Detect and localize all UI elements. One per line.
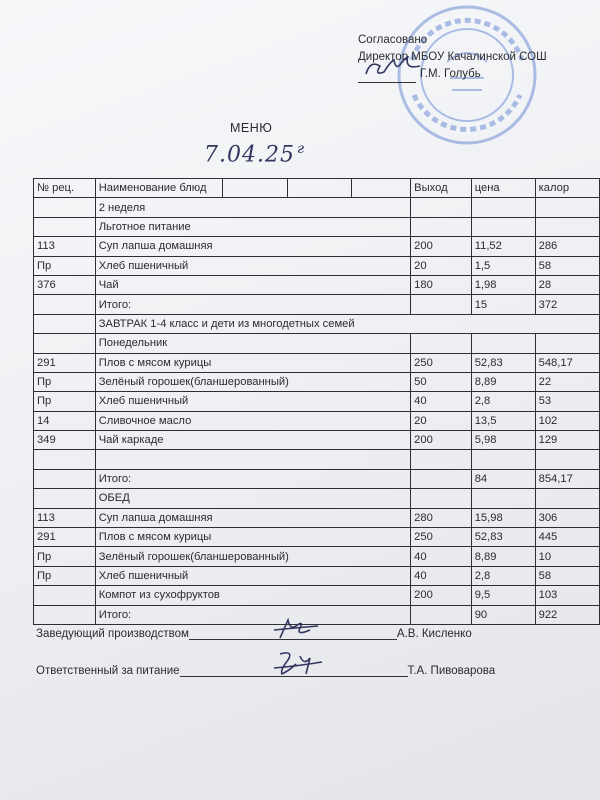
calories-cell: 58 (535, 256, 599, 275)
recipe-number-cell (34, 605, 96, 624)
table-row (34, 295, 600, 314)
calories-cell (535, 334, 599, 353)
table-row (34, 411, 600, 430)
recipe-number-cell: 113 (34, 508, 96, 527)
table-row (34, 586, 600, 605)
table-row (34, 528, 600, 547)
dish-name-cell: Хлеб пшеничный (95, 392, 410, 411)
portion-cell (411, 469, 472, 488)
calories-cell: 129 (535, 431, 599, 450)
price-cell: 15 (471, 295, 535, 314)
dish-name-cell: Зелёный горошек(бланшерованный) (95, 372, 410, 391)
table-row (34, 256, 600, 275)
director-name: Г.М. Голубь (420, 68, 481, 80)
recipe-number-cell: 376 (34, 275, 96, 294)
price-cell (471, 334, 535, 353)
portion-cell (411, 217, 472, 236)
recipe-number-cell: 349 (34, 431, 96, 450)
price-cell (471, 217, 535, 236)
dish-name-cell: Компот из сухофруктов (95, 586, 410, 605)
recipe-number-cell (34, 295, 96, 314)
calories-cell: 922 (535, 605, 599, 624)
approval-position: Директор МБОУ Качалинской СОШ (358, 51, 547, 63)
recipe-number-cell (34, 334, 96, 353)
price-cell: 2,8 (471, 566, 535, 585)
calories-cell: 102 (535, 411, 599, 430)
approval-heading: Согласовано (358, 34, 428, 46)
recipe-number-cell (34, 450, 96, 469)
dish-name-cell: Итого: (95, 605, 410, 624)
price-cell (471, 489, 535, 508)
calories-cell: 28 (535, 275, 599, 294)
recipe-number-cell: Пр (34, 392, 96, 411)
header-cell: калор (535, 179, 599, 198)
calories-cell: 372 (535, 295, 599, 314)
portion-cell: 180 (411, 275, 472, 294)
calories-cell (535, 198, 599, 217)
dish-name-cell: Суп лапша домашняя (95, 237, 410, 256)
manager-name: А.В. Кисленко (396, 628, 472, 640)
price-cell: 2,8 (471, 392, 535, 411)
dish-name-cell: Суп лапша домашняя (95, 508, 410, 527)
portion-cell (411, 198, 472, 217)
manager-signature-line (36, 627, 472, 640)
portion-cell (411, 605, 472, 624)
table-row (34, 489, 600, 508)
calories-cell: 854,17 (535, 469, 599, 488)
portion-cell: 280 (411, 508, 472, 527)
price-cell: 1,5 (471, 256, 535, 275)
table-row (34, 547, 600, 566)
dish-name-cell: Плов с мясом курицы (95, 528, 410, 547)
dish-name-cell: ЗАВТРАК 1-4 класс и дети из многодетных семей (95, 314, 599, 333)
portion-cell (411, 334, 472, 353)
table-row (34, 353, 600, 372)
recipe-number-cell: Пр (34, 547, 96, 566)
menu-date-suffix: г (296, 141, 306, 157)
portion-cell: 20 (411, 256, 472, 275)
dish-name-cell: Хлеб пшеничный (95, 566, 410, 585)
price-cell (471, 198, 535, 217)
price-cell: 1,98 (471, 275, 535, 294)
price-cell: 84 (471, 469, 535, 488)
responsible-signature (270, 648, 332, 678)
portion-cell: 250 (411, 528, 472, 547)
portion-cell (411, 295, 472, 314)
portion-cell: 40 (411, 566, 472, 585)
dish-name-cell: Чай каркаде (95, 431, 410, 450)
recipe-number-cell (34, 489, 96, 508)
recipe-number-cell (34, 217, 96, 236)
table-row (34, 217, 600, 236)
header-cell: цена (471, 179, 535, 198)
dish-name-cell: Плов с мясом курицы (95, 353, 410, 372)
price-cell: 8,89 (471, 547, 535, 566)
table-row (34, 469, 600, 488)
table-row (34, 431, 600, 450)
portion-cell: 50 (411, 372, 472, 391)
dish-name-cell: Понедельник (95, 334, 410, 353)
manager-signature (272, 616, 332, 642)
recipe-number-cell (34, 586, 96, 605)
dish-name-cell: Зелёный горошек(бланшерованный) (95, 547, 410, 566)
dish-name-cell: 2 неделя (95, 198, 410, 217)
portion-cell: 200 (411, 586, 472, 605)
portion-cell: 200 (411, 237, 472, 256)
table-row (34, 508, 600, 527)
portion-cell: 40 (411, 547, 472, 566)
portion-cell: 20 (411, 411, 472, 430)
header-cell: Выход (411, 179, 472, 198)
price-cell: 13,5 (471, 411, 535, 430)
price-cell: 52,83 (471, 528, 535, 547)
recipe-number-cell: 291 (34, 528, 96, 547)
menu-table (33, 178, 600, 625)
header-cell: № рец. (34, 179, 96, 198)
responsible-signature-line (36, 664, 495, 677)
table-row (34, 392, 600, 411)
calories-cell: 58 (535, 566, 599, 585)
calories-cell: 103 (535, 586, 599, 605)
table-row (34, 198, 600, 217)
dish-name-cell: Чай (95, 275, 410, 294)
calories-cell: 445 (535, 528, 599, 547)
recipe-number-cell: 291 (34, 353, 96, 372)
calories-cell (535, 450, 599, 469)
recipe-number-cell: 14 (34, 411, 96, 430)
calories-cell (535, 217, 599, 236)
responsible-name: Т.А. Пивоварова (407, 665, 496, 677)
responsible-label: Ответственный за питание (36, 665, 180, 677)
recipe-number-cell (34, 314, 96, 333)
dish-name-cell (95, 450, 410, 469)
portion-cell: 250 (411, 353, 472, 372)
calories-cell (535, 489, 599, 508)
price-cell: 15,98 (471, 508, 535, 527)
header-cell (288, 179, 351, 198)
calories-cell: 306 (535, 508, 599, 527)
price-cell: 9,5 (471, 586, 535, 605)
director-signature (362, 56, 422, 82)
menu-date (204, 141, 305, 167)
calories-cell: 53 (535, 392, 599, 411)
portion-cell (411, 489, 472, 508)
dish-name-cell: Хлеб пшеничный (95, 256, 410, 275)
recipe-number-cell (34, 469, 96, 488)
recipe-number-cell (34, 198, 96, 217)
price-cell: 11,52 (471, 237, 535, 256)
table-row (34, 237, 600, 256)
price-cell: 8,89 (471, 372, 535, 391)
portion-cell: 40 (411, 392, 472, 411)
calories-cell: 548,17 (535, 353, 599, 372)
table-row (34, 450, 600, 469)
page-title: МЕНЮ (230, 121, 273, 135)
recipe-number-cell: Пр (34, 566, 96, 585)
header-cell: Наименование блюд (95, 179, 222, 198)
header-cell (351, 179, 411, 198)
dish-name-cell: ОБЕД (95, 489, 410, 508)
manager-label: Заведующий производством (36, 628, 189, 640)
table-row (34, 314, 600, 333)
dish-name-cell: Льготное питание (95, 217, 410, 236)
table-header-row (34, 179, 600, 198)
recipe-number-cell: 113 (34, 237, 96, 256)
price-cell: 90 (471, 605, 535, 624)
menu-date-value: 7.04.25 (204, 142, 295, 168)
price-cell: 52,83 (471, 353, 535, 372)
recipe-number-cell: Пр (34, 256, 96, 275)
portion-cell (411, 450, 472, 469)
table-row (34, 334, 600, 353)
header-cell (223, 179, 288, 198)
dish-name-cell: Итого: (95, 295, 410, 314)
price-cell: 5,98 (471, 431, 535, 450)
table-row (34, 275, 600, 294)
price-cell (471, 450, 535, 469)
calories-cell: 10 (535, 547, 599, 566)
dish-name-cell: Итого: (95, 469, 410, 488)
table-row (34, 372, 600, 391)
calories-cell: 286 (535, 237, 599, 256)
calories-cell: 22 (535, 372, 599, 391)
portion-cell: 200 (411, 431, 472, 450)
table-row (34, 566, 600, 585)
recipe-number-cell: Пр (34, 372, 96, 391)
dish-name-cell: Сливочное масло (95, 411, 410, 430)
